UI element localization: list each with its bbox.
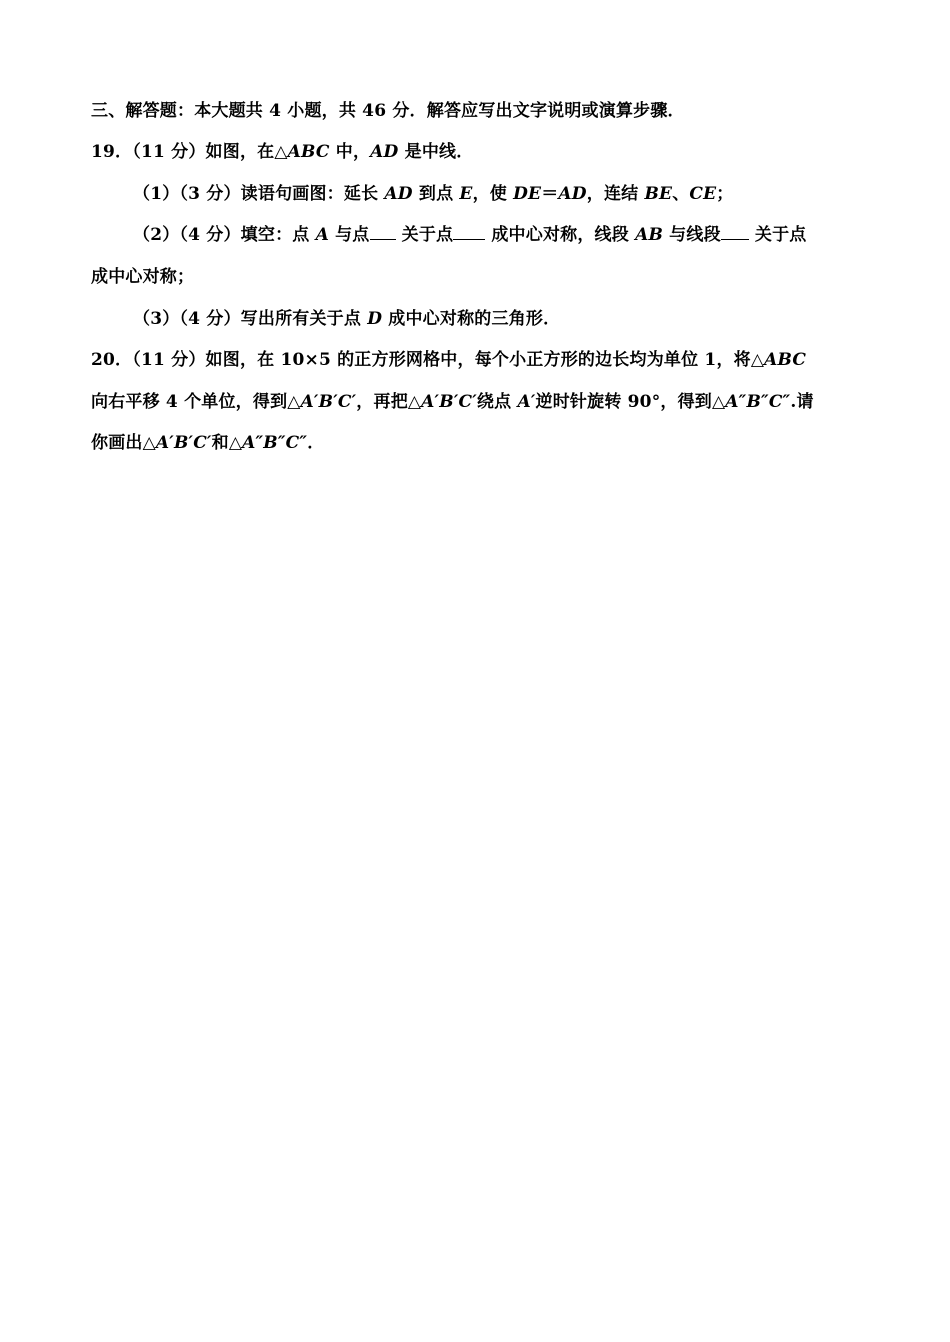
section-heading [91,100,685,122]
question-number: 20． [91,350,133,370]
math-symbol: A′B′C′ [155,433,212,453]
math-symbol: AD [558,184,587,204]
question-text: ，再把△ [356,392,422,412]
math-symbol: D [367,309,383,329]
question-text: .请 [790,392,814,412]
fill-blank[interactable] [370,225,396,240]
question-20-line-3 [91,432,324,454]
question-text: ，使 [472,184,514,204]
question-text: 是中线． [398,142,474,162]
question-19-part-1 [133,183,734,205]
math-symbol: A′B′C′ [421,392,477,412]
question-text: 你画出△ [91,433,156,453]
question-text: 关于点 [395,225,454,245]
question-text: 成中心对称，线段 [485,225,636,245]
fill-blank[interactable] [453,225,485,240]
question-text: 逆时针旋转 90°，得到△ [535,392,726,412]
question-text: ． [307,433,325,453]
math-symbol: DE [513,184,542,204]
question-text: （3）（4 分）写出所有关于点 [133,309,368,329]
question-text: 成中心对称的三角形． [382,309,561,329]
math-symbol: AD [384,184,413,204]
math-symbol: A″B″C″ [242,433,308,453]
question-20-line-1 [91,349,806,371]
question-text: （2）（4 分）填空：点 [133,225,316,245]
question-text: （11 分）如图，在△ [132,142,288,162]
question-number: 19． [91,142,133,162]
math-symbol: ABC [287,142,330,162]
fill-blank[interactable] [721,225,749,240]
math-symbol: AB [635,225,664,245]
question-20-line-2 [91,391,814,413]
question-text: （1）（3 分）读语句画图：延长 [133,184,385,204]
math-symbol: E [459,184,473,204]
question-text: 绕点 [476,392,518,412]
question-text: ＝ [541,184,559,204]
question-text: 向右平移 4 个单位，得到△ [91,392,301,412]
math-symbol: ABC [764,350,807,370]
question-text: 、 [672,184,690,204]
math-symbol: BE [644,184,673,204]
question-text: （11 分）如图，在 10×5 的正方形网格中，每个小正方形的边长均为单位 1，将△ [132,350,765,370]
question-text: ，连结 [586,184,645,204]
section-title: 三、解答题：本大题共 4 小题，共 46 分．解答应写出文字说明或演算步骤． [91,101,685,121]
math-symbol: A′B′C′ [300,392,357,412]
question-text: 到点 [412,184,460,204]
question-19-stem [91,141,473,163]
question-text: 和△ [211,433,243,453]
math-symbol: AD [370,142,399,162]
math-symbol: CE [689,184,717,204]
math-symbol: A″B″C″ [725,392,791,412]
question-19-part-3 [133,308,560,330]
question-text: 成中心对称； [91,267,195,287]
question-text: 中， [329,142,371,162]
question-text: ； [716,184,734,204]
question-text: 与线段 [663,225,721,245]
math-symbol: A [315,225,329,245]
question-19-part-2-cont [91,266,194,288]
question-text: 与点 [328,225,370,245]
question-19-part-2 [133,224,806,246]
math-symbol: A′ [517,392,536,412]
question-text: 关于点 [748,225,807,245]
